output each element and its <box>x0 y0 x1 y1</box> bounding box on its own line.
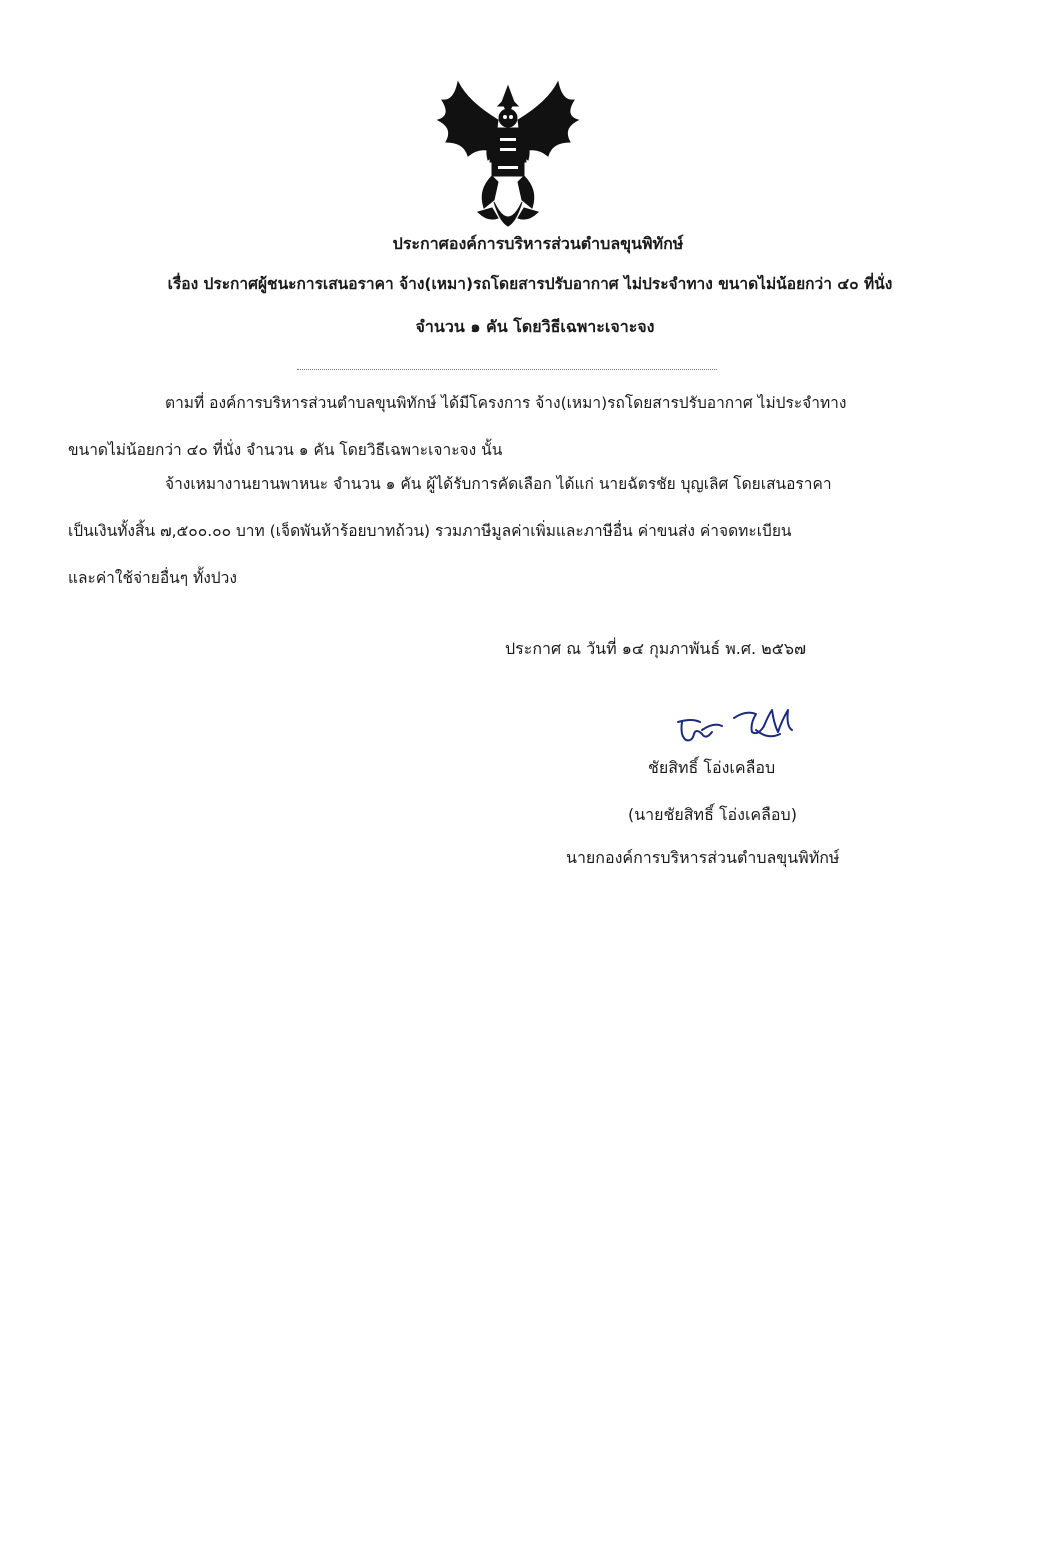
paragraph2-line3: และค่าใช้จ่ายอื่นๆ ทั้งปวง <box>68 569 237 587</box>
paragraph1-line2: ขนาดไม่น้อยกว่า ๔๐ ที่นั่ง จำนวน ๑ คัน โดยวิธีเฉพาะเจาะจง นั้น <box>68 441 503 459</box>
signer-full-name: (นายชัยสิทธิ์ โอ่งเคลือบ) <box>628 805 797 824</box>
garuda-emblem-icon <box>428 72 588 236</box>
signer-position: นายกองค์การบริหารส่วนตำบลขุนพิทักษ์ <box>566 848 840 867</box>
signer-name: ชัยสิทธิ์ โอ่งเคลือบ <box>648 758 776 777</box>
announcement-subject: เรื่อง ประกาศผู้ชนะการเสนอราคา จ้าง(เหมา)รถโดยสารปรับอากาศ ไม่ประจำทาง ขนาดไม่น้อยกว่า ๔๐ ที่นั่ง <box>167 275 893 293</box>
paragraph1-line1: ตามที่ องค์การบริหารส่วนตำบลขุนพิทักษ์ ได้มีโครงการ จ้าง(เหมา)รถโดยสารปรับอากาศ ไม่ประจำทาง <box>165 394 847 412</box>
paragraph2-line2: เป็นเงินทั้งสิ้น ๗,๕๐๐.๐๐ บาท (เจ็ดพันห้าร้อยบาทถ้วน) รวมภาษีมูลค่าเพิ่มและภาษีอื่น ค่าขนส่ง ค่าจดทะเบียน <box>68 522 792 540</box>
announcement-title: ประกาศองค์การบริหารส่วนตำบลขุนพิทักษ์ <box>392 234 684 253</box>
dotted-divider <box>297 369 717 370</box>
announcement-subject-line2: จำนวน ๑ คัน โดยวิธีเฉพาะเจาะจง <box>415 317 655 336</box>
announcement-date: ประกาศ ณ วันที่ ๑๔ กุมภาพันธ์ พ.ศ. ๒๕๖๗ <box>505 639 806 658</box>
handwritten-signature-icon <box>672 700 802 750</box>
paragraph2-line1: จ้างเหมางานยานพาหนะ จำนวน ๑ คัน ผู้ได้รับการคัดเลือก ได้แก่ นายฉัตรชัย บุญเลิศ โดยเสนอราคา <box>165 475 832 493</box>
